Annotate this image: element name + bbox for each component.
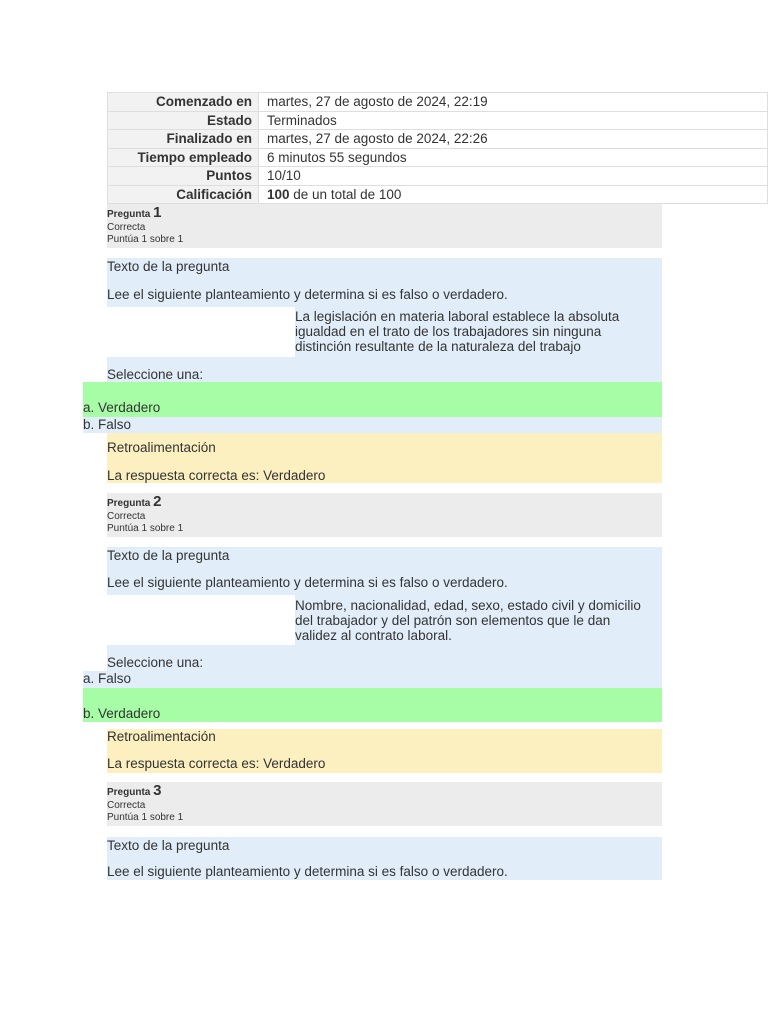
question-content [107,547,662,672]
summary-value: martes, 27 de agosto de 2024, 22:19 [259,93,768,112]
summary-row [108,167,768,186]
question-info [107,782,662,826]
question-number-value: 3 [153,782,162,799]
question-statement: Nombre, nacionalidad, edad, sexo, estado civil y domicilio del trabajador y del patrón son elementos que le dan validez al contrato laboral. [295,598,641,643]
grade-value: 100 [267,186,290,202]
feedback-heading: Retroalimentación [107,440,216,455]
question-info [107,204,662,248]
summary-value: 10/10 [259,167,768,186]
summary-label: Tiempo empleado [108,148,259,167]
summary-label: Comenzado en [108,93,259,112]
grade-total: de un total de 100 [289,186,402,202]
summary-label: Estado [108,111,259,130]
summary-row [108,148,768,167]
feedback-answer: La respuesta correcta es: Verdadero [107,468,326,483]
question-statement: La legislación en materia laboral establece la absoluta igualdad en el trato de los trabajadores sin ninguna distinción resultante de la naturaleza del trabajo [295,309,620,354]
summary-value: Terminados [259,111,768,130]
question-number-value: 1 [153,204,162,221]
feedback-heading: Retroalimentación [107,729,216,744]
question-number-value: 2 [153,493,162,510]
select-prompt: Seleccione una: [107,655,204,670]
question-feedback [107,433,662,483]
question-number [107,784,662,800]
question-text-heading: Texto de la pregunta [107,548,230,563]
question-content [107,837,662,880]
statement-spacer [107,595,295,645]
question-prefix: Pregunta [107,787,151,798]
question-state: Correcta [107,511,146,522]
question-feedback [107,729,662,773]
question-text-heading: Texto de la pregunta [107,838,230,853]
question-grade: Puntúa 1 sobre 1 [107,523,184,534]
statement-spacer [107,307,295,357]
question-instruction: Lee el siguiente planteamiento y determina si es falso o verdadero. [107,864,508,879]
question-prefix: Pregunta [107,209,151,220]
answer-option[interactable]: b. Verdadero [83,688,662,722]
select-prompt: Seleccione una: [107,367,204,382]
question-instruction: Lee el siguiente planteamiento y determina si es falso o verdadero. [107,575,508,590]
summary-value [259,185,768,204]
question-state: Correcta [107,222,146,233]
summary-value: martes, 27 de agosto de 2024, 22:26 [259,130,768,149]
summary-label: Puntos [108,167,259,186]
summary-row [108,130,768,149]
summary-row [108,185,768,204]
summary-row [108,111,768,130]
question-instruction: Lee el siguiente planteamiento y determina si es falso o verdadero. [107,287,508,302]
summary-label: Calificación [108,185,259,204]
question-info [107,493,662,537]
summary-row [108,93,768,112]
summary-label: Finalizado en [108,130,259,149]
answer-option[interactable]: b. Falso [83,417,662,433]
feedback-answer: La respuesta correcta es: Verdadero [107,756,326,771]
answer-option[interactable]: a. Verdadero [83,382,662,417]
answer-option[interactable]: a. Falso [83,671,662,688]
question-prefix: Pregunta [107,498,151,509]
question-content [107,258,662,382]
attempt-summary-table [107,92,768,204]
question-text-heading: Texto de la pregunta [107,259,230,274]
question-number [107,495,662,511]
question-grade: Puntúa 1 sobre 1 [107,812,184,823]
question-grade: Puntúa 1 sobre 1 [107,234,184,245]
question-number [107,206,662,222]
question-state: Correcta [107,800,146,811]
summary-value: 6 minutos 55 segundos [259,148,768,167]
